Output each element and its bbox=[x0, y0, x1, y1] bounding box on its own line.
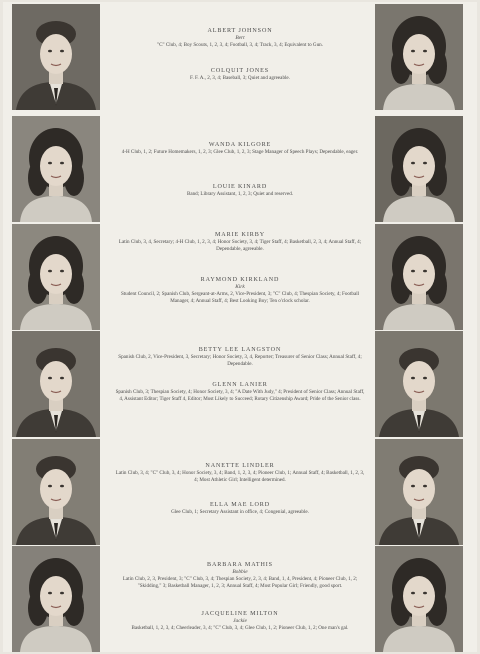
student-entry bbox=[115, 347, 365, 368]
student-entry bbox=[115, 142, 365, 156]
student-entry bbox=[115, 502, 365, 516]
student-name: ELLA MAE LORD bbox=[209, 502, 271, 508]
portrait-silhouette bbox=[375, 116, 463, 222]
student-photo-jacqueline-milton bbox=[375, 546, 463, 652]
student-nickname: Bobbie bbox=[232, 569, 248, 575]
portrait-silhouette bbox=[375, 331, 463, 437]
student-photo-colquit-jones bbox=[375, 4, 463, 110]
student-entry bbox=[115, 277, 365, 305]
student-name: GLENN LANIER bbox=[212, 382, 268, 388]
student-name: NANETTE LINDLER bbox=[205, 463, 275, 469]
student-photo-nanette-lindler bbox=[12, 439, 100, 545]
student-name: MARIE KIRBY bbox=[214, 232, 266, 238]
student-photo-albert-johnson bbox=[12, 4, 100, 110]
student-activities: 4-H Club, 1, 2; Future Homemakers, 1, 2, 3; Glee Club, 1, 2, 3; Stage Manager of Speech Plays; Dependable, eager. bbox=[121, 149, 359, 155]
student-name: JACQUELINE MILTON bbox=[201, 611, 279, 617]
student-nickname: Kirk bbox=[235, 284, 245, 290]
student-entry bbox=[115, 68, 365, 82]
student-activities: Glee Club, 1; Secretary Assistant in office, 4; Congenial, agreeable. bbox=[171, 509, 309, 515]
student-name: RAYMOND KIRKLAND bbox=[200, 277, 280, 283]
student-entry bbox=[115, 382, 365, 403]
student-activities: Latin Club, 2, 3, President, 3; "C" Club, 3, 4; Thespian Society, 2, 3, 4; Band, 1, 4, President, 4; Pioneer Club, 1, 2; "Skidding," 3; Basketball Manager, 1, 2, 3; Annual Staff, 4; Most Popular Girl; Friendly, good sport. bbox=[122, 576, 358, 590]
yearbook-page bbox=[3, 2, 477, 652]
student-name: LOUIE KINARD bbox=[212, 184, 268, 190]
student-entry bbox=[115, 562, 365, 590]
student-activities: Spanish Club, 3; Thespian Society, 4; Honor Society, 3, 4; "A Date With Judy," 4; President of Senior Class; Annual Staff, 4, Assistant Editor; Tiger Staff 4, Editor; Most Likely to Succeed; Rotary Citizenship Award; Pride of the Senior class. bbox=[115, 389, 365, 403]
student-photo-barbara-mathis bbox=[12, 546, 100, 652]
student-activities: Spanish Club, 2, Vice-President, 3, Secretary; Honor Society, 3, 4, Reporter; Treasurer of Senior Class; Annual Staff, 4; Dependable. bbox=[118, 354, 362, 368]
student-entry bbox=[115, 28, 365, 49]
student-activities: F. F. A., 2, 3, 4; Baseball, 3; Quiet and agreeable. bbox=[190, 75, 290, 81]
portrait-silhouette bbox=[12, 439, 100, 545]
student-photo-ella-mae-lord bbox=[375, 439, 463, 545]
portrait-silhouette bbox=[12, 4, 100, 110]
portrait-silhouette bbox=[375, 546, 463, 652]
portrait-silhouette bbox=[12, 331, 100, 437]
student-entry bbox=[115, 184, 365, 198]
student-entry bbox=[115, 463, 365, 484]
student-photo-betty-lee-langston bbox=[12, 331, 100, 437]
student-entry bbox=[115, 232, 365, 253]
student-name: WANDA KILGORE bbox=[208, 142, 272, 148]
portrait-silhouette bbox=[375, 4, 463, 110]
portrait-silhouette bbox=[12, 224, 100, 330]
student-activities: Latin Club, 3, 4; "C" Club, 3, 4; Honor Society, 3, 4; Band, 1, 2, 3, 4; Pioneer Club, 1; Annual Staff, 4; Basketball, 1, 2, 3, 4; Most Athletic Girl; Intelligent determined. bbox=[115, 470, 365, 484]
student-photo-wanda-kilgore bbox=[12, 116, 100, 222]
student-name: BARBARA MATHIS bbox=[207, 562, 273, 568]
student-activities: Basketball, 1, 2, 3, 4; Cheerleader, 3, 4; "C" Club, 3, 4; Glee Club, 1, 2; Pioneer Club, 1, 2; One man's gal. bbox=[131, 625, 349, 631]
portrait-silhouette bbox=[375, 224, 463, 330]
student-activities: Student Council, 2; Spanish Club, Sergeant-at-Arms, 2, Vice-President, 3; "C" Club, 4; Thespian Society, 4; Football Manager, 4; Annual Staff, 4; Best Looking Boy; Ten o'clock scholar. bbox=[120, 291, 360, 305]
student-entry bbox=[115, 611, 365, 632]
student-photo-louie-kinard bbox=[375, 116, 463, 222]
portrait-silhouette bbox=[12, 546, 100, 652]
student-activities: Band; Library Assistant, 1, 2, 3; Quiet and reserved. bbox=[186, 191, 294, 197]
portrait-silhouette bbox=[12, 116, 100, 222]
student-activities: Latin Club, 3, 4, Secretary; 4-H Club, 1, 2, 3, 4; Honor Society, 3, 4; Tiger Staff, 4; Basketball, 2, 3, 4; Annual Staff, 4; Dependable, agreeable. bbox=[118, 239, 362, 253]
student-photo-marie-kirby bbox=[12, 224, 100, 330]
student-photo-raymond-kirkland bbox=[375, 224, 463, 330]
student-name: BETTY LEE LANGSTON bbox=[198, 347, 282, 353]
student-name: ALBERT JOHNSON bbox=[207, 28, 273, 34]
student-activities: "C" Club, 4; Boy Scouts, 1, 2, 3, 4; Football, 3, 4; Track, 3, 4; Equivalent to Gun. bbox=[157, 42, 323, 48]
student-photo-glenn-lanier bbox=[375, 331, 463, 437]
student-nickname: Bert bbox=[235, 35, 245, 41]
student-nickname: Jackie bbox=[233, 618, 247, 624]
student-name: COLQUIT JONES bbox=[210, 68, 270, 74]
portrait-silhouette bbox=[375, 439, 463, 545]
